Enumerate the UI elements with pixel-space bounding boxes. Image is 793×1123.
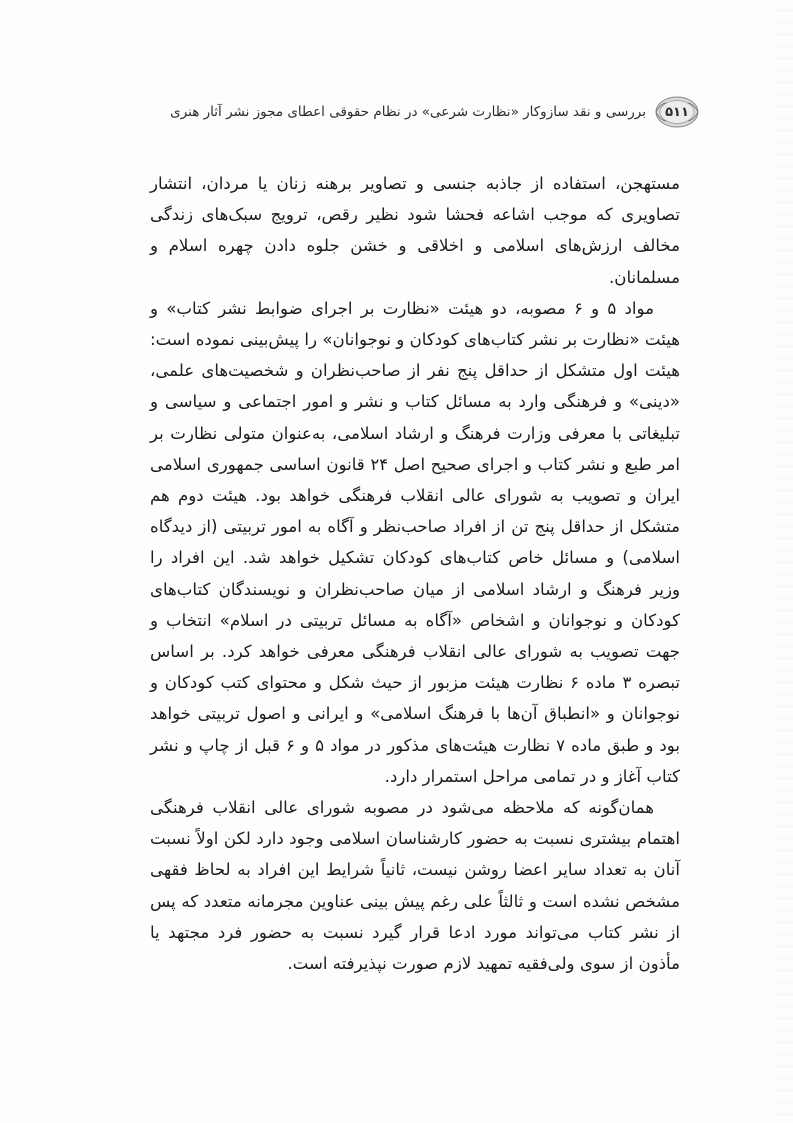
page-header: [140, 94, 700, 130]
running-title: بررسی و نقد سازوکار «نظارت شرعی» در نظام حقوقی اعطای مجوز نشر آثار هنری: [170, 104, 646, 120]
page-number: ۵۱۱: [665, 104, 689, 120]
paragraph-2: مواد ۵ و ۶ مصوبه، دو هیئت «نظارت بر اجرای ضوابط نشر کتاب» و هیئت «نظارت بر نشر کتاب‌های کودکان و نوجوانان» را پیش‌بینی نموده است: هیئت اول متشکل از حداقل پنج نفر از صاحب‌نظران و شخصیت‌های علمی، «دینی» و فرهنگی وارد به مسائل کتاب و نشر و امور اجتماعی و سیاسی و تبلیغاتی با معرفی وزارت فرهنگ و ارشاد اسلامی، به‌عنوان متولی نظارت بر امر طبع و نشر کتاب و اجرای صحیح اصل ۲۴ قانون اساسی جمهوری اسلامی ایران و تصویب به شورای عالی انقلاب فرهنگی خواهد بود. هیئت دوم هم متشکل از حداقل پنج تن از افراد صاحب‌نظر و آگاه به امور تربیتی (از دیدگاه اسلامی) و مسائل خاص کتاب‌های کودکان تشکیل خواهد شد. این افراد را وزیر فرهنگ و ارشاد اسلامی از میان صاحب‌نظران و نویسندگان کتاب‌های کودکان و نوجوانان و اشخاص «آگاه به مسائل تربیتی در اسلام» انتخاب و جهت تصویب به شورای عالی انقلاب فرهنگی معرفی خواهد کرد. بر اساس تبصره ۳ ماده ۶ نظارت هیئت مزبور از حیث شکل و محتوای کتب کودکان و نوجوانان و «انطباق آن‌ها با فرهنگ اسلامی» و ایرانی و اصول تربیتی خواهد بود و طبق ماده ۷ نظارت هیئت‌های مذکور در مواد ۵ و ۶ قبل از چاپ و نشر کتاب آغاز و در تمامی مراحل استمرار دارد.: [150, 298, 681, 786]
paragraph-1: مستهجن، استفاده از جاذبه جنسی و تصاویر برهنه زنان یا مردان، انتشار تصاویری که موجب اشاعه فحشا شود نظیر رقص، ترویج سبک‌های زندگی مخالف ارزش‌های اسلامی و اخلاقی و خشن جلوه دادن چهره اسلام و مسلمانان.: [150, 174, 680, 287]
main-text: [150, 168, 680, 979]
paragraph-3: همان‌گونه که ملاحظه می‌شود در مصوبه شورای عالی انقلاب فرهنگی اهتمام بیشتری نسبت به حضور کارشناسان اسلامی وجود دارد لکن اولاً نسبت آنان به تعداد سایر اعضا روشن نیست، ثانیاً شرایط این افراد به لحاظ فقهی مشخص نشده است و ثالثاً علی رغم پیش بینی عناوین مجرمانه متعدد که پس از نشر کتاب می‌تواند مورد ادعا قرار گیرد نسبت به حضور فرد مجتهد یا مأذون از سوی ولی‌فقیه تمهید لازم صورت نپذیرفته است.: [150, 798, 680, 974]
page-edge: [775, 0, 793, 1123]
page-number-badge: [654, 95, 700, 129]
